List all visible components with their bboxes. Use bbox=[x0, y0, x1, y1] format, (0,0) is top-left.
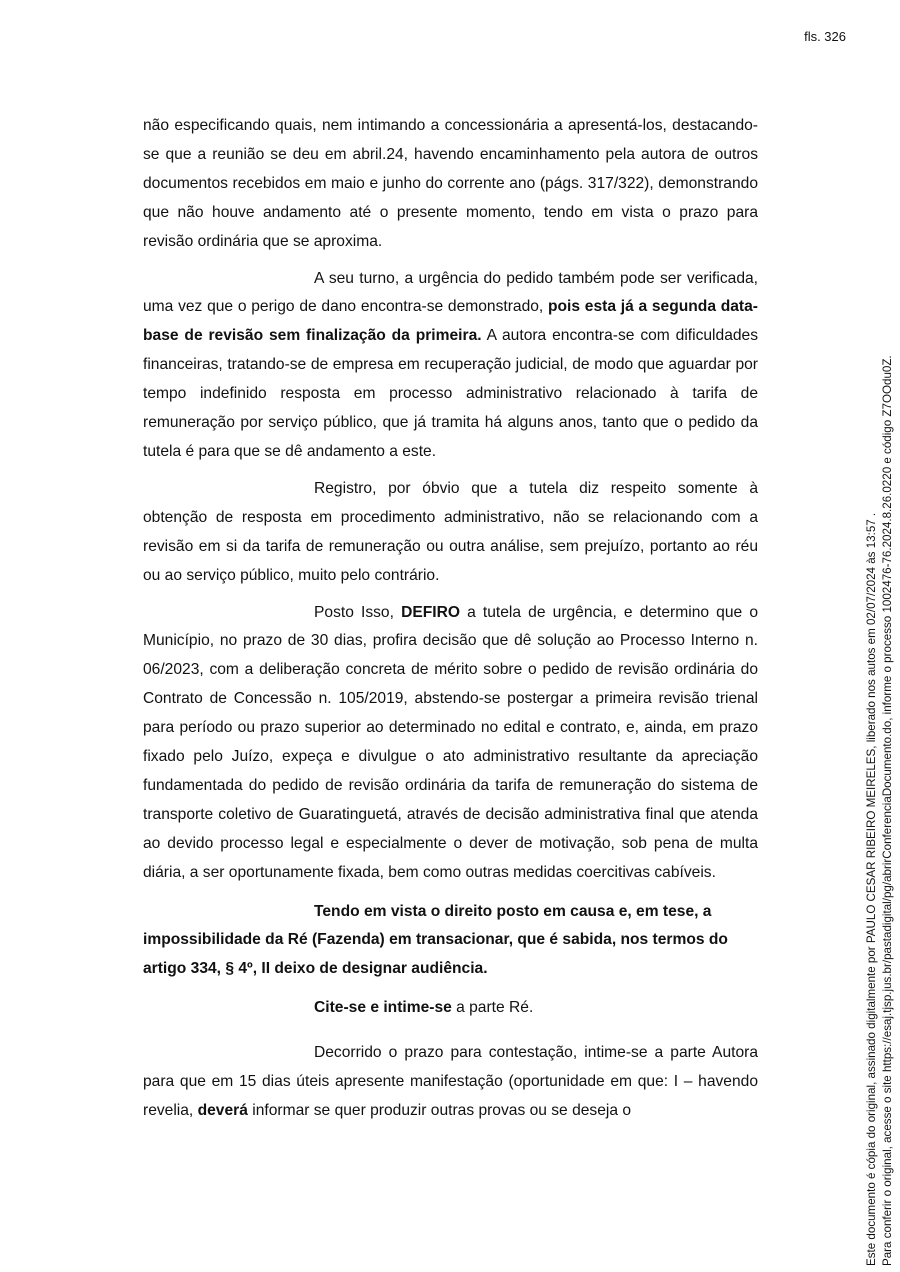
page-number: fls. 326 bbox=[804, 29, 846, 44]
paragraph-4: Posto Isso, DEFIRO a tutela de urgência, e determino que o Município, no prazo de 30 dias, profira decisão que dê solução ao Processo Interno n. 06/2023, com a deliberação concreta de mérito sobre o pedido de revisão ordinária do Contrato de Concessão n. 105/2019, abstendo-se postergar a primeira revisão trienal para período ou prazo superior ao determinado no edital e contrato, e, ainda, em prazo fixado pelo Juízo, expeça e divulgue o ato administrativo resultante da apreciação fundamentada do pedido de revisão ordinária da tarifa de remuneração do sistema de transporte coletivo de Guaratinguetá, através de decisão administrativa final que atenda ao devido processo legal e especialmente o dever de motivação, sob pena de multa diária, a ser oportunamente fixada, bem como outras medidas coercitivas cabíveis. bbox=[143, 603, 758, 881]
signature-line-1: Este documento é cópia do original, assinado digitalmente por PAULO CESAR RIBEIRO MEIRELES, liberado nos autos em 02/07/2024 às 13:57 . bbox=[865, 512, 878, 1266]
paragraph-3: Registro, por óbvio que a tutela diz respeito somente à obtenção de resposta em procedimento administrativo, não se relacionando com a revisão em si da tarifa de remuneração ou outra análise, sem prejuízo, portanto ao réu ou ao serviço público, muito pelo contrário. bbox=[143, 479, 758, 584]
document-body bbox=[143, 112, 758, 1134]
bold-text: pois esta já a segunda data-base de revisão sem finalização da primeira. bbox=[143, 298, 758, 345]
paragraph-1: não especificando quais, nem intimando a concessionária a apresentá-los, destacando-se que a reunião se deu em abril.24, havendo encaminhamento pela autora de outros documentos recebidos em maio e junho do corrente ano (págs. 317/322), demonstrando que não houve andamento até o presente momento, tendo em vista o prazo para revisão ordinária que se aproxima. bbox=[143, 117, 758, 250]
bold-text: deverá bbox=[197, 1102, 248, 1119]
digital-signature-notice bbox=[864, 355, 895, 1266]
paragraph-7: Decorrido o prazo para contestação, intime-se a parte Autora para que em 15 dias úteis apresente manifestação (oportunidade em que: I – havendo revelia, deverá informar se quer produzir outras provas ou se deseja o bbox=[143, 1044, 758, 1119]
signature-line-2: Para conferir o original, acesse o site https://esaj.tjsp.jus.br/pastadigital/pg/abrirConferenciaDocumento.do, informe o processo 1002476-76.2024.8.26.0220 e código Z7OOdu0Z. bbox=[880, 355, 894, 1266]
bold-text: DEFIRO bbox=[401, 603, 460, 621]
paragraph-6: Cite-se e intime-se a parte Ré. bbox=[314, 999, 534, 1017]
paragraph-5: Tendo em vista o direito posto em causa e, em tese, a impossibilidade da Ré (Fazenda) em transacionar, que é sabida, nos termos do artigo 334, § 4º, II deixo de designar audiência. bbox=[143, 902, 728, 978]
paragraph-2: A seu turno, a urgência do pedido também pode ser verificada, uma vez que o perigo de dano encontra-se demonstrado, pois esta já a segunda data-base de revisão sem finalização da primeira. A autora encontra-se com dificuldades financeiras, tratando-se de empresa em recuperação judicial, de modo que aguardar por tempo indefinido resposta em processo administrativo relacionado à tarifa de remuneração por serviço público, que já tramita há alguns anos, tanto que o pedido da tutela é para que se dê andamento a este. bbox=[143, 269, 759, 460]
